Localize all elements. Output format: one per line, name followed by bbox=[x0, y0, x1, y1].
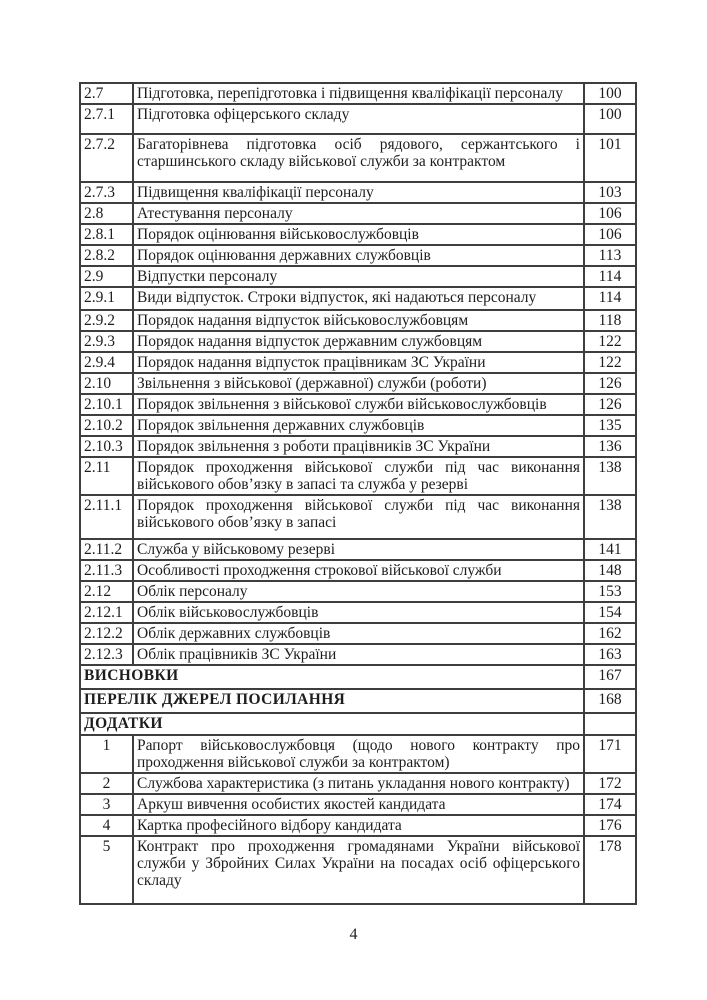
table-row bbox=[80, 623, 636, 644]
table-row bbox=[80, 560, 636, 581]
table-row bbox=[80, 394, 636, 415]
toc-number-cell: 2.9.2 bbox=[80, 310, 133, 331]
toc-table-body bbox=[80, 83, 636, 904]
toc-title-cell: Порядок проходження військової служби під час виконання військового обов’язку в запасі bbox=[133, 495, 584, 539]
toc-page-number-cell: 113 bbox=[584, 245, 636, 266]
toc-page-number-cell: 100 bbox=[584, 83, 636, 104]
toc-title-cell: Облік персоналу bbox=[133, 581, 584, 602]
toc-title-cell: Порядок надання відпусток військовослужбовцям bbox=[133, 310, 584, 331]
table-row bbox=[80, 245, 636, 266]
toc-title-cell: Атестування персоналу bbox=[133, 203, 584, 224]
toc-number-cell: 4 bbox=[80, 815, 133, 836]
table-row bbox=[80, 836, 636, 904]
toc-number-cell: 1 bbox=[80, 735, 133, 773]
table-row bbox=[80, 602, 636, 623]
toc-title-cell: Порядок оцінювання військовослужбовців bbox=[133, 224, 584, 245]
toc-page-number-cell: 141 bbox=[584, 539, 636, 560]
toc-number-cell: 2.10.1 bbox=[80, 394, 133, 415]
table-row bbox=[80, 331, 636, 352]
toc-page-number-cell: 153 bbox=[584, 581, 636, 602]
toc-heading-cell: ВИСНОВКИ bbox=[80, 665, 584, 689]
toc-page-number-cell: 114 bbox=[584, 287, 636, 310]
table-row bbox=[80, 495, 636, 539]
toc-number-cell: 2.12.1 bbox=[80, 602, 133, 623]
toc-page-number-cell: 136 bbox=[584, 436, 636, 457]
toc-number-cell: 3 bbox=[80, 794, 133, 815]
toc-page-number-cell: 126 bbox=[584, 394, 636, 415]
table-row bbox=[80, 665, 636, 689]
toc-heading-cell: ПЕРЕЛІК ДЖЕРЕЛ ПОСИЛАННЯ bbox=[80, 689, 584, 713]
table-row bbox=[80, 436, 636, 457]
toc-number-cell: 2.8.2 bbox=[80, 245, 133, 266]
toc-title-cell: Особливості проходження строкової військової служби bbox=[133, 560, 584, 581]
table-row bbox=[80, 735, 636, 773]
toc-page-number-cell: 135 bbox=[584, 415, 636, 436]
toc-number-cell: 2.12 bbox=[80, 581, 133, 602]
toc-page-number-cell: 103 bbox=[584, 182, 636, 203]
toc-title-cell: Порядок проходження військової служби під час виконання військового обов’язку в запасі та служба у резерві bbox=[133, 457, 584, 495]
table-row bbox=[80, 203, 636, 224]
toc-number-cell: 2.10.2 bbox=[80, 415, 133, 436]
toc-page-number-cell: 101 bbox=[584, 134, 636, 182]
toc-title-cell: Контракт про проходження громадянами України військової служби у Збройних Силах України на посадах осіб офіцерського складу bbox=[133, 836, 584, 904]
table-row bbox=[80, 689, 636, 713]
toc-number-cell: 2.9.4 bbox=[80, 352, 133, 373]
toc-number-cell: 2.12.3 bbox=[80, 644, 133, 665]
toc-number-cell: 2.10.3 bbox=[80, 436, 133, 457]
table-row bbox=[80, 310, 636, 331]
toc-number-cell: 2.8 bbox=[80, 203, 133, 224]
toc-page-number-cell: 178 bbox=[584, 836, 636, 904]
table-row bbox=[80, 352, 636, 373]
table-row bbox=[80, 287, 636, 310]
table-row bbox=[80, 373, 636, 394]
table-row bbox=[80, 794, 636, 815]
toc-number-cell: 2 bbox=[80, 773, 133, 794]
table-row bbox=[80, 266, 636, 287]
toc-number-cell: 2.11.2 bbox=[80, 539, 133, 560]
toc-title-cell: Порядок надання відпусток державним службовцям bbox=[133, 331, 584, 352]
table-row bbox=[80, 773, 636, 794]
toc-title-cell: Служба у військовому резерві bbox=[133, 539, 584, 560]
table-row bbox=[80, 644, 636, 665]
toc-number-cell: 2.11.1 bbox=[80, 495, 133, 539]
toc-number-cell: 2.7.1 bbox=[80, 104, 133, 134]
toc-number-cell: 2.9 bbox=[80, 266, 133, 287]
toc-page-number-cell: 118 bbox=[584, 310, 636, 331]
toc-page-number-cell: 162 bbox=[584, 623, 636, 644]
table-row bbox=[80, 539, 636, 560]
toc-title-cell: Порядок звільнення з військової служби військовослужбовців bbox=[133, 394, 584, 415]
toc-title-cell: Підвищення кваліфікації персоналу bbox=[133, 182, 584, 203]
toc-title-cell: Облік військовослужбовців bbox=[133, 602, 584, 623]
toc-title-cell: Багаторівнева підготовка осіб рядового, сержантського і старшинського складу військової служби за контрактом bbox=[133, 134, 584, 182]
toc-page-number-cell: 174 bbox=[584, 794, 636, 815]
toc-title-cell: Порядок оцінювання державних службовців bbox=[133, 245, 584, 266]
toc-number-cell: 2.7.3 bbox=[80, 182, 133, 203]
table-row bbox=[80, 224, 636, 245]
toc-number-cell: 2.10 bbox=[80, 373, 133, 394]
toc-page-number-cell: 106 bbox=[584, 203, 636, 224]
table-row bbox=[80, 182, 636, 203]
toc-title-cell: Облік державних службовців bbox=[133, 623, 584, 644]
toc-number-cell: 2.9.1 bbox=[80, 287, 133, 310]
table-row bbox=[80, 713, 636, 735]
table-row bbox=[80, 104, 636, 134]
toc-title-cell: Порядок звільнення з роботи працівників ЗС України bbox=[133, 436, 584, 457]
toc-title-cell: Аркуш вивчення особистих якостей кандидата bbox=[133, 794, 584, 815]
toc-page-number-cell: 138 bbox=[584, 457, 636, 495]
toc-number-cell: 2.11 bbox=[80, 457, 133, 495]
toc-number-cell: 2.7 bbox=[80, 83, 133, 104]
toc-page-number-cell: 163 bbox=[584, 644, 636, 665]
toc-page-number-cell: 138 bbox=[584, 495, 636, 539]
toc-title-cell: Службова характеристика (з питань укладання нового контракту) bbox=[133, 773, 584, 794]
toc-title-cell: Підготовка офіцерського складу bbox=[133, 104, 584, 134]
table-of-contents bbox=[79, 82, 637, 905]
toc-page-number-cell: 154 bbox=[584, 602, 636, 623]
toc-page-number-cell: 167 bbox=[584, 665, 636, 689]
toc-page-number-cell: 148 bbox=[584, 560, 636, 581]
table-row bbox=[80, 581, 636, 602]
toc-title-cell: Порядок звільнення державних службовців bbox=[133, 415, 584, 436]
toc-title-cell: Види відпусток. Строки відпусток, які надаються персоналу bbox=[133, 287, 584, 310]
toc-page-number-cell: 106 bbox=[584, 224, 636, 245]
footer-page-number: 4 bbox=[349, 926, 358, 943]
toc-number-cell: 5 bbox=[80, 836, 133, 904]
toc-number-cell: 2.8.1 bbox=[80, 224, 133, 245]
toc-title-cell: Рапорт військовослужбовця (щодо нового контракту про проходження військової служби за контрактом) bbox=[133, 735, 584, 773]
table-row bbox=[80, 415, 636, 436]
toc-page-number-cell: 172 bbox=[584, 773, 636, 794]
toc-number-cell: 2.7.2 bbox=[80, 134, 133, 182]
toc-heading-cell: ДОДАТКИ bbox=[80, 713, 584, 735]
toc-page-number-cell bbox=[584, 713, 636, 735]
toc-page-number-cell: 122 bbox=[584, 352, 636, 373]
toc-number-cell: 2.9.3 bbox=[80, 331, 133, 352]
toc-number-cell: 2.12.2 bbox=[80, 623, 133, 644]
table-row bbox=[80, 815, 636, 836]
toc-page-number-cell: 176 bbox=[584, 815, 636, 836]
toc-page-number-cell: 122 bbox=[584, 331, 636, 352]
toc-title-cell: Відпустки персоналу bbox=[133, 266, 584, 287]
toc-page-number-cell: 126 bbox=[584, 373, 636, 394]
toc-number-cell: 2.11.3 bbox=[80, 560, 133, 581]
toc-page-number-cell: 171 bbox=[584, 735, 636, 773]
table-row bbox=[80, 134, 636, 182]
toc-title-cell: Облік працівників ЗС України bbox=[133, 644, 584, 665]
table-row bbox=[80, 83, 636, 104]
toc-page-number-cell: 100 bbox=[584, 104, 636, 134]
toc-title-cell: Звільнення з військової (державної) служби (роботи) bbox=[133, 373, 584, 394]
toc-title-cell: Порядок надання відпусток працівникам ЗС України bbox=[133, 352, 584, 373]
toc-page-number-cell: 168 bbox=[584, 689, 636, 713]
toc-title-cell: Картка професійного відбору кандидата bbox=[133, 815, 584, 836]
table-row bbox=[80, 457, 636, 495]
toc-title-cell: Підготовка, перепідготовка і підвищення кваліфікації персоналу bbox=[133, 83, 584, 104]
toc-page-number-cell: 114 bbox=[584, 266, 636, 287]
